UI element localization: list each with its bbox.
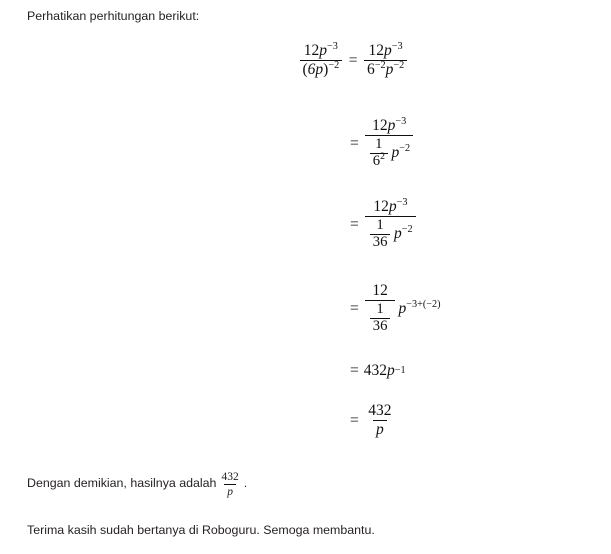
eq4-denominator: [365, 300, 395, 334]
eq1-lhs-denominator: [300, 60, 343, 78]
eq1-rhs-numerator: [366, 40, 406, 60]
eq3-fraction: [365, 196, 415, 250]
eq3-equals-sign: =: [350, 215, 359, 233]
eq2-den-inner-den-base: 6: [372, 152, 381, 169]
eq2-denominator: [365, 135, 413, 169]
conclusion-period: .: [243, 475, 248, 490]
eq4-fraction: [365, 283, 395, 334]
eq2-den-inner-den: [370, 150, 388, 169]
equation-step-1: [298, 40, 409, 79]
equation-step-3: [345, 196, 417, 250]
eq2-den-inner-fraction: [370, 137, 388, 169]
eq1-rhs-fraction: [364, 40, 407, 79]
eq5-variable: p: [387, 362, 395, 379]
eq6-equals-sign: =: [350, 411, 359, 429]
eq1-lhs-numerator: [301, 40, 341, 60]
eq3-den-variable: p: [393, 225, 402, 243]
eq2-numerator: [369, 115, 409, 135]
eq1-rhs-den-second-exponent: −2: [393, 60, 405, 72]
eq1-lhs-num-variable: p: [319, 42, 328, 59]
eq6-numerator: 432: [368, 402, 392, 419]
eq3-den-inner-num: 1: [376, 217, 384, 234]
eq4-den-inner-fraction: [370, 302, 391, 334]
eq2-fraction: [365, 115, 413, 169]
conclusion-paragraph: [27, 470, 247, 497]
eq6-fraction: [365, 403, 394, 439]
eq2-den-row: [368, 137, 410, 169]
eq1-lhs-den-base: (6p): [302, 61, 329, 79]
eq2-equals-sign: =: [350, 134, 359, 152]
eq3-den-inner-den: 36: [370, 234, 391, 250]
eq2-den-inner-den-exponent: 2: [380, 150, 385, 162]
eq3-num-variable: p: [388, 198, 397, 215]
eq1-lhs-num-exponent: −3: [327, 40, 338, 52]
eq1-rhs-num-coefficient: 12: [368, 42, 385, 59]
eq4-variable: p: [398, 299, 407, 317]
eq2-num-exponent: −3: [395, 115, 407, 127]
eq2-den-exponent: −2: [399, 142, 411, 154]
eq4-den-inner-den: 36: [370, 318, 391, 334]
eq1-lhs-fraction: [300, 40, 343, 79]
eq4-numerator: 12: [372, 282, 388, 299]
eq1-rhs-den-first-exponent: −2: [374, 60, 386, 72]
eq3-num-exponent: −3: [396, 196, 408, 208]
eq1-rhs-den-first-base: 6: [366, 61, 375, 79]
eq4-variable-group: [398, 300, 440, 318]
eq2-den-inner-num: 1: [375, 136, 383, 153]
answer-denominator-variable: p: [227, 486, 233, 499]
equation-step-5: = 432 p −1: [350, 362, 406, 379]
eq2-den-variable-group: [391, 142, 411, 162]
eq6-denominator-variable: p: [376, 421, 384, 439]
eq3-den-exponent: −2: [401, 223, 413, 235]
eq2-num-variable: p: [387, 117, 396, 134]
eq1-rhs-denominator: [364, 60, 407, 78]
eq4-equals-sign: =: [350, 299, 359, 317]
equation-step-6: [345, 403, 396, 439]
answer-denominator: [224, 484, 236, 498]
eq4-exponent: −3+(−2): [406, 298, 441, 310]
answer-numerator: 432: [221, 471, 239, 483]
closing-paragraph: Terima kasih sudah bertanya di Roboguru. Semoga membantu.: [27, 523, 375, 537]
eq1-rhs-den-second-variable: p: [385, 61, 394, 79]
eq3-denominator: [365, 216, 415, 250]
eq2-num-coefficient: 12: [372, 117, 388, 134]
eq1-lhs-num-coefficient: 12: [303, 42, 320, 59]
conclusion-row: [27, 470, 247, 497]
eq1-lhs-den-exponent: −2: [328, 60, 340, 72]
eq3-den-variable-group: [393, 223, 413, 243]
eq5-equals-sign: =: [350, 362, 359, 379]
eq3-numerator: [370, 196, 410, 216]
intro-paragraph: Perhatikan perhitungan berikut:: [27, 9, 200, 23]
equation-step-2: [345, 115, 415, 169]
eq3-den-inner-fraction: [370, 218, 391, 250]
eq3-num-coefficient: 12: [373, 198, 389, 215]
eq1-rhs-num-exponent: −3: [391, 40, 403, 52]
eq5-coefficient: 432: [363, 362, 387, 379]
eq3-den-row: [368, 218, 412, 250]
eq6-denominator: [373, 420, 387, 438]
eq4-den-inner-num: 1: [376, 301, 384, 318]
eq2-den-variable: p: [391, 144, 400, 162]
equation-step-4: [345, 283, 441, 334]
eq1-equals-sign: =: [348, 51, 358, 69]
eq1-rhs-num-variable: p: [384, 42, 392, 59]
answer-fraction: [218, 471, 241, 498]
conclusion-text: Dengan demikian, hasilnya adalah: [27, 475, 217, 490]
